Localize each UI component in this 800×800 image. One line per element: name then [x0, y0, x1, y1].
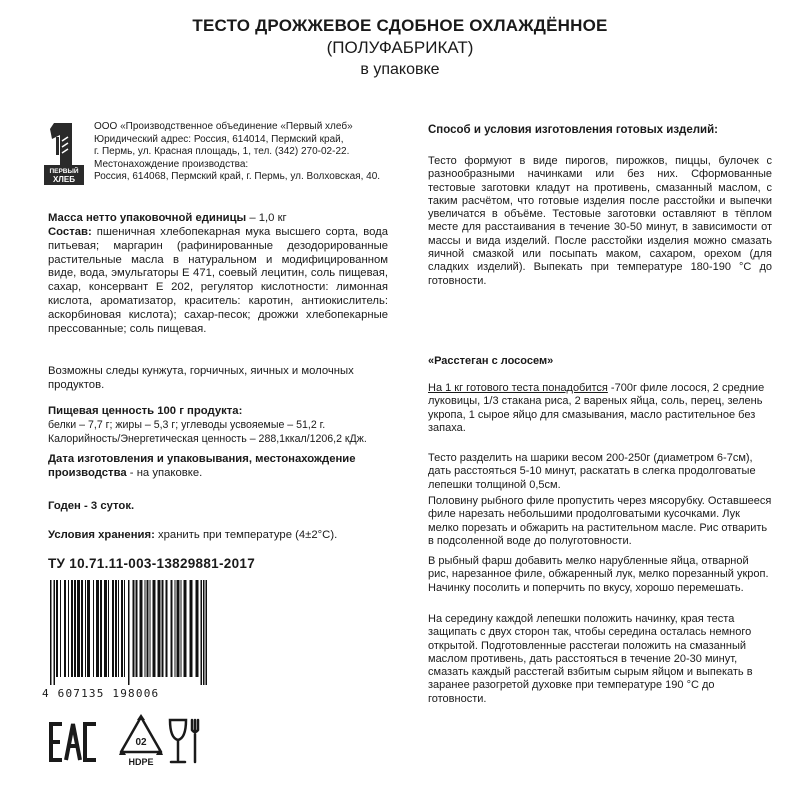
recipe-step-3: В рыбный фарш добавить мелко нарубленные яйца, отварной рис, нарезанное филе, обжаренный лук, мелко порезанный укроп. Начинку посолить и поперчить по вкусу, хорошо перемешать. — [428, 555, 769, 594]
nutrition-macros: белки – 7,7 г; жиры – 5,3 г; углеводы усвояемые – 51,2 г. — [48, 418, 326, 431]
barcode-bar — [93, 580, 94, 677]
manufacturer-line: Местонахождение производства: — [94, 158, 249, 170]
barcode-bar — [203, 580, 205, 685]
recipe-step-1: Тесто разделить на шарики весом 200-250г (диаметром 6-7см), дать расстояться 5-10 минут, раскатать в слегка продолговатые лепешки толщиной 0,5см. — [428, 452, 756, 491]
barcode-bar — [150, 580, 151, 677]
method-title: Способ и условия изготовления готовых изделий: — [428, 124, 719, 136]
barcode-bar — [77, 580, 80, 677]
barcode-bar — [71, 580, 73, 677]
barcode-bar — [74, 580, 76, 677]
production-date — [48, 453, 388, 481]
eac-mark-icon — [48, 718, 100, 766]
brand-logo — [42, 121, 86, 185]
barcode-bar — [171, 580, 173, 677]
nutrition-label: Пищевая ценность 100 г продукта: — [48, 405, 243, 417]
production-date-value: - на упаковке. — [126, 466, 203, 479]
shelf-life: Годен - 3 суток. — [48, 500, 135, 512]
barcode-bar — [68, 580, 69, 677]
barcode-number: 4 607135 198006 — [42, 687, 160, 700]
recipe-step-4: На середину каждой лепешки положить начинку, края теста защипать с двух сторон так, чтобы середина осталась немного открытой. Подготовленные расстегаи положить на смазанный маслом противень, дать расстояться в течение 20-30 минут, смазать каждый расстегай взбитым сырым яйцом и выпекать в заранее разогретой духовке при температуре 190 °С до готовности. — [428, 613, 753, 705]
barcode-bar — [190, 580, 193, 677]
barcode-bar — [166, 580, 168, 677]
nutrition-energy: Калорийность/Энергетическая ценность – 288,1ккал/1206,2 кДж. — [48, 432, 367, 445]
barcode-bar — [162, 580, 164, 677]
ingredients-lead: На 1 кг готового теста понадобится — [428, 382, 608, 394]
net-weight-label: Масса нетто упаковочной единицы — [48, 212, 247, 224]
barcode-bar — [56, 580, 58, 677]
barcode-bar — [85, 580, 86, 677]
barcode-bar — [104, 580, 107, 677]
tech-spec-code: ТУ 10.71.11-003-13829881-2017 — [48, 556, 256, 571]
composition-label: Состав: — [48, 226, 92, 238]
barcode-bar — [158, 580, 161, 677]
barcode-bar — [112, 580, 114, 677]
recipe-ingredients — [428, 382, 772, 435]
barcode-bar — [100, 580, 102, 677]
manufacturer-info — [94, 121, 424, 184]
manufacturer-line: Юридический адрес: Россия, 614014, Пермский край, — [94, 133, 344, 145]
recipe-step-2: Половину рыбного филе пропустить через мясорубку. Оставшееся филе нарезать небольшими продолговатыми кусочками. Лук мелко порезать и обжарить на растительном масле. Рис отварить в подсоленной воде до полуготовности. — [428, 495, 772, 547]
manufacturer-line: ООО «Производственное объединение «Первый хлеб» — [94, 121, 353, 132]
composition-text: пшеничная хлебопекарная мука высшего сорта, вода питьевая; маргарин (рафинированные дезодорированные растительные масла в натуральном и модифицированном виде, вода, эмульгаторы Е 471, соевый лецитин, соль пищевая, сахар, консервант Е 202, регулятор кислотности: лимонная кислота, ароматизатор, краситель: каротин, антиокислитель: аскорбиновая кислота); сахар-песок; дрожжи хлебопекарные прессованные; соль пищевая. — [48, 226, 388, 335]
storage-conditions — [48, 529, 388, 543]
recycle-material: HDPE — [128, 757, 154, 767]
logo-word-1: ПЕРВЫЙ — [49, 168, 79, 175]
barcode-bar — [153, 580, 156, 677]
recycle-code: 02 — [135, 737, 147, 748]
storage-value: хранить при температуре (4±2°С). — [154, 529, 338, 541]
net-weight-value: – 1,0 кг — [246, 212, 287, 224]
barcode-bar — [81, 580, 83, 677]
barcode-bar — [64, 580, 66, 677]
composition — [48, 226, 388, 336]
storage-label: Условия хранения: — [48, 529, 155, 541]
ingredients-list: -700г филе лосося, 2 средние луковицы, 1/3 стакана риса, 2 вареных яйца, соль, перец, зелень укропа, 1 сырое яйцо для смазывания, масло растительное без запаха. — [428, 382, 765, 434]
barcode-bar — [124, 580, 125, 677]
product-title: ТЕСТО ДРОЖЖЕВОЕ СДОБНОЕ ОХЛАЖДЁННОЕ — [192, 16, 608, 35]
barcode-bar — [175, 580, 176, 677]
barcode-bar — [196, 580, 199, 677]
barcode-bar — [50, 580, 52, 685]
barcode-bar — [136, 580, 138, 677]
barcode-bar — [140, 580, 143, 677]
manufacturer-line: Россия, 614068, Пермский край, г. Пермь, ул. Волховская, 40. — [94, 171, 381, 183]
barcode-bar — [87, 580, 90, 677]
product-subtitle: (ПОЛУФАБРИКАТ) — [326, 38, 474, 57]
food-safe-glass-fork-icon — [166, 716, 204, 768]
barcode-bar — [128, 580, 130, 685]
barcode-bar — [206, 580, 208, 685]
barcode-bar — [181, 580, 182, 677]
method-text: Тесто формуют в виде пирогов, пирожков, пиццы, булочек с разнообразными начинками или без них. Сформованные тестовые заготовки кладут на противень, смазанный маслом, с таким расчётом, что готовые изделия после расстойки и выпечки увеличатся в объёме. Тестовые заготовки оставляют в тёплом месте для расстаивания в течение 30-50 минут, в зависимости от массы и вида изделий. После расстойки изделия можно смазать яичной смазкой или посыпать маком, сахаром, орехом (для сладких изделий). Выпекать при температуре 180-190 °С до готовности. — [428, 155, 772, 287]
barcode-bar — [201, 580, 203, 685]
barcode-bar — [133, 580, 135, 677]
barcode-bar — [108, 580, 109, 677]
recipe-title: «Расстеган с лососем» — [428, 355, 554, 367]
barcode-bar — [121, 580, 123, 677]
barcode-bar — [115, 580, 117, 677]
barcode-bar — [177, 580, 180, 677]
barcode-bar — [96, 580, 99, 677]
barcode-bar — [184, 580, 187, 677]
barcode-bar — [60, 580, 61, 677]
barcode-bar — [118, 580, 119, 677]
packaging-note: в упаковке — [360, 61, 440, 78]
logo-word-2: ХЛЕБ — [52, 175, 76, 184]
barcode-bar — [145, 580, 146, 677]
nutrition-block — [48, 405, 388, 446]
recycle-icon — [118, 714, 164, 768]
barcode-bar — [147, 580, 149, 677]
barcode-bar — [54, 580, 56, 685]
barcode — [46, 580, 214, 685]
allergen-traces: Возможны следы кунжута, горчичных, яичных и молочных продуктов. — [48, 365, 354, 391]
production-date-label: Дата изготовления и упаковывания, местонахождение производства — [48, 453, 356, 479]
manufacturer-line: г. Пермь, ул. Красная площадь, 1, тел. (342) 270-02-22. — [94, 146, 350, 158]
net-weight — [48, 212, 388, 226]
